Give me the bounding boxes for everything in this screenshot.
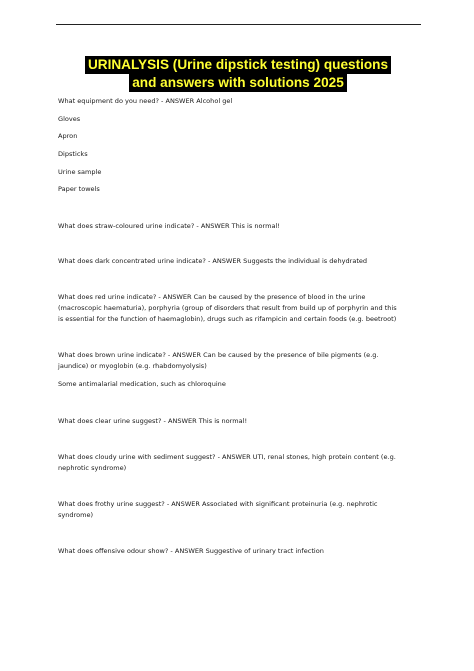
list-item [58, 149, 430, 160]
question-clear-urine [58, 416, 430, 427]
list-item [58, 184, 430, 195]
question-brown-urine [58, 350, 430, 372]
text-line: What does cloudy urine with sediment suggest? - ANSWER UTI, renal stones, high protein content (e.g. [58, 453, 396, 461]
text-line: What does straw-coloured urine indicate? - ANSWER This is normal! [58, 222, 280, 230]
text-line: Paper towels [58, 185, 100, 193]
question-dark-concentrated [58, 256, 430, 267]
question-frothy-urine [58, 499, 430, 521]
text-line: Gloves [58, 115, 81, 123]
question-equipment [58, 96, 430, 107]
text-line: jaundice) or myoglobin (e.g. rhabdomyolysis) [58, 362, 207, 370]
question-red-urine [58, 292, 430, 325]
text-line: Apron [58, 132, 78, 140]
text-line: syndrome) [58, 511, 94, 519]
title-line-1: URINALYSIS (Urine dipstick testing) questions [85, 56, 391, 74]
text-line: is essential for the function of haemaglobin), drugs such as rifampicin and certain foods (e.g. beetroot) [58, 315, 397, 323]
text-line: Urine sample [58, 168, 102, 176]
text-line: What does dark concentrated urine indicate? - ANSWER Suggests the individual is dehydrated [58, 257, 368, 265]
top-divider [56, 24, 421, 25]
question-offensive-odour [58, 546, 430, 557]
text-line: What does clear urine suggest? - ANSWER This is normal! [58, 417, 248, 425]
list-item [58, 131, 430, 142]
list-item [58, 167, 430, 178]
text-line: Some antimalarial medication, such as chloroquine [58, 380, 226, 388]
question-cloudy-urine [58, 452, 430, 474]
text-line: What equipment do you need? - ANSWER Alcohol gel [58, 97, 233, 105]
question-straw-coloured [58, 221, 430, 232]
list-item [58, 379, 430, 390]
text-line: nephrotic syndrome) [58, 464, 127, 472]
document-title [56, 56, 420, 92]
text-line: What does offensive odour show? - ANSWER Suggestive of urinary tract infection [58, 547, 324, 555]
list-item [58, 114, 430, 125]
text-line: (macroscopic haematuria), porphyria (group of disorders that result from build up of porphyrin and this [58, 304, 397, 312]
title-line-2: and answers with solutions 2025 [129, 74, 347, 92]
text-line: Dipsticks [58, 150, 88, 158]
text-line: What does frothy urine suggest? - ANSWER Associated with significant proteinuria (e.g. nephrotic [58, 500, 378, 508]
text-line: What does red urine indicate? - ANSWER Can be caused by the presence of blood in the urine [58, 293, 366, 301]
text-line: What does brown urine indicate? - ANSWER Can be caused by the presence of bile pigments (e.g. [58, 351, 379, 359]
